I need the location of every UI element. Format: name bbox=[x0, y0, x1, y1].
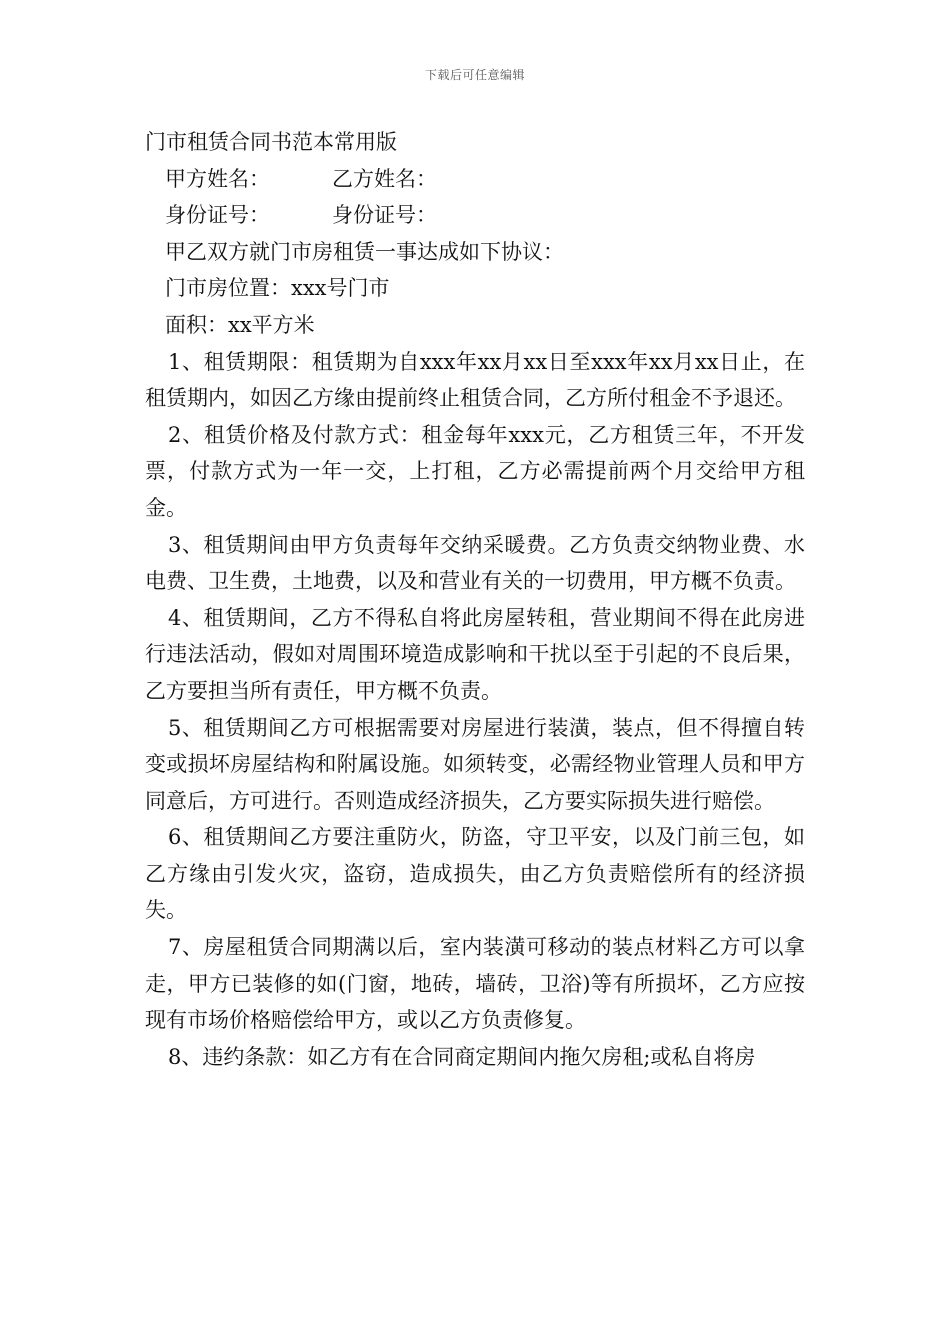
clause-5: 5、租赁期间乙方可根据需要对房屋进行装潢，装点，但不得擅自转变或损坏房屋结构和附属设施。如须转变，必需经物业管理人员和甲方同意后，方可进行。否则造成经济损失，乙方要实际损失进行赔偿。 bbox=[145, 715, 805, 813]
party-id-row bbox=[145, 197, 805, 234]
shop-area: 面积：xx平方米 bbox=[165, 312, 315, 337]
shop-location: 门市房位置：xxx号门市 bbox=[165, 276, 390, 301]
party-b-name-label: 乙方姓名： bbox=[332, 166, 437, 191]
clause-8: 8、违约条款：如乙方有在合同商定期间内拖欠房租;或私自将房 bbox=[168, 1044, 756, 1069]
agreement-intro: 甲乙双方就门市房租赁一事达成如下协议： bbox=[165, 239, 564, 264]
clause-2: 2、租赁价格及付款方式：租金每年xxx元，乙方租赁三年，不开发票，付款方式为一年一交，上打租，乙方必需提前两个月交给甲方租金。 bbox=[145, 422, 805, 520]
clause-1: 1、租赁期限：租赁期为自xxx年xx月xx日至xxx年xx月xx日止，在租赁期内，如因乙方缘由提前终止租赁合同，乙方所付租金不予退还。 bbox=[145, 349, 805, 411]
clause-3: 3、租赁期间由甲方负责每年交纳采暖费。乙方负责交纳物业费、水电费、卫生费，土地费，以及和营业有关的一切费用，甲方概不负责。 bbox=[145, 532, 805, 594]
party-b-id-label: 身份证号： bbox=[332, 203, 437, 228]
document-title: 门市租赁合同书范本常用版 bbox=[145, 130, 397, 154]
clause-6: 6、租赁期间乙方要注重防火，防盗，守卫平安，以及门前三包，如乙方缘由引发火灾，盗窃，造成损失，由乙方负责赔偿所有的经济损失。 bbox=[145, 825, 805, 923]
page-header-note: 下载后可任意编辑 bbox=[424, 68, 525, 82]
contract-body bbox=[145, 124, 805, 1075]
party-a-id-label: 身份证号： bbox=[165, 203, 270, 228]
clause-7: 7、房屋租赁合同期满以后，室内装潢可移动的装点材料乙方可以拿走，甲方已装修的如(门窗，地砖，墙砖，卫浴)等有所损坏，乙方应按现有市场价格赔偿给甲方，或以乙方负责修复。 bbox=[145, 935, 805, 1033]
party-name-row bbox=[145, 161, 805, 198]
party-a-name-label: 甲方姓名： bbox=[165, 166, 270, 191]
clause-4: 4、租赁期间，乙方不得私自将此房屋转租，营业期间不得在此房进行违法活动，假如对周围环境造成影响和干扰以至于引起的不良后果，乙方要担当所有责任，甲方概不负责。 bbox=[145, 605, 805, 703]
